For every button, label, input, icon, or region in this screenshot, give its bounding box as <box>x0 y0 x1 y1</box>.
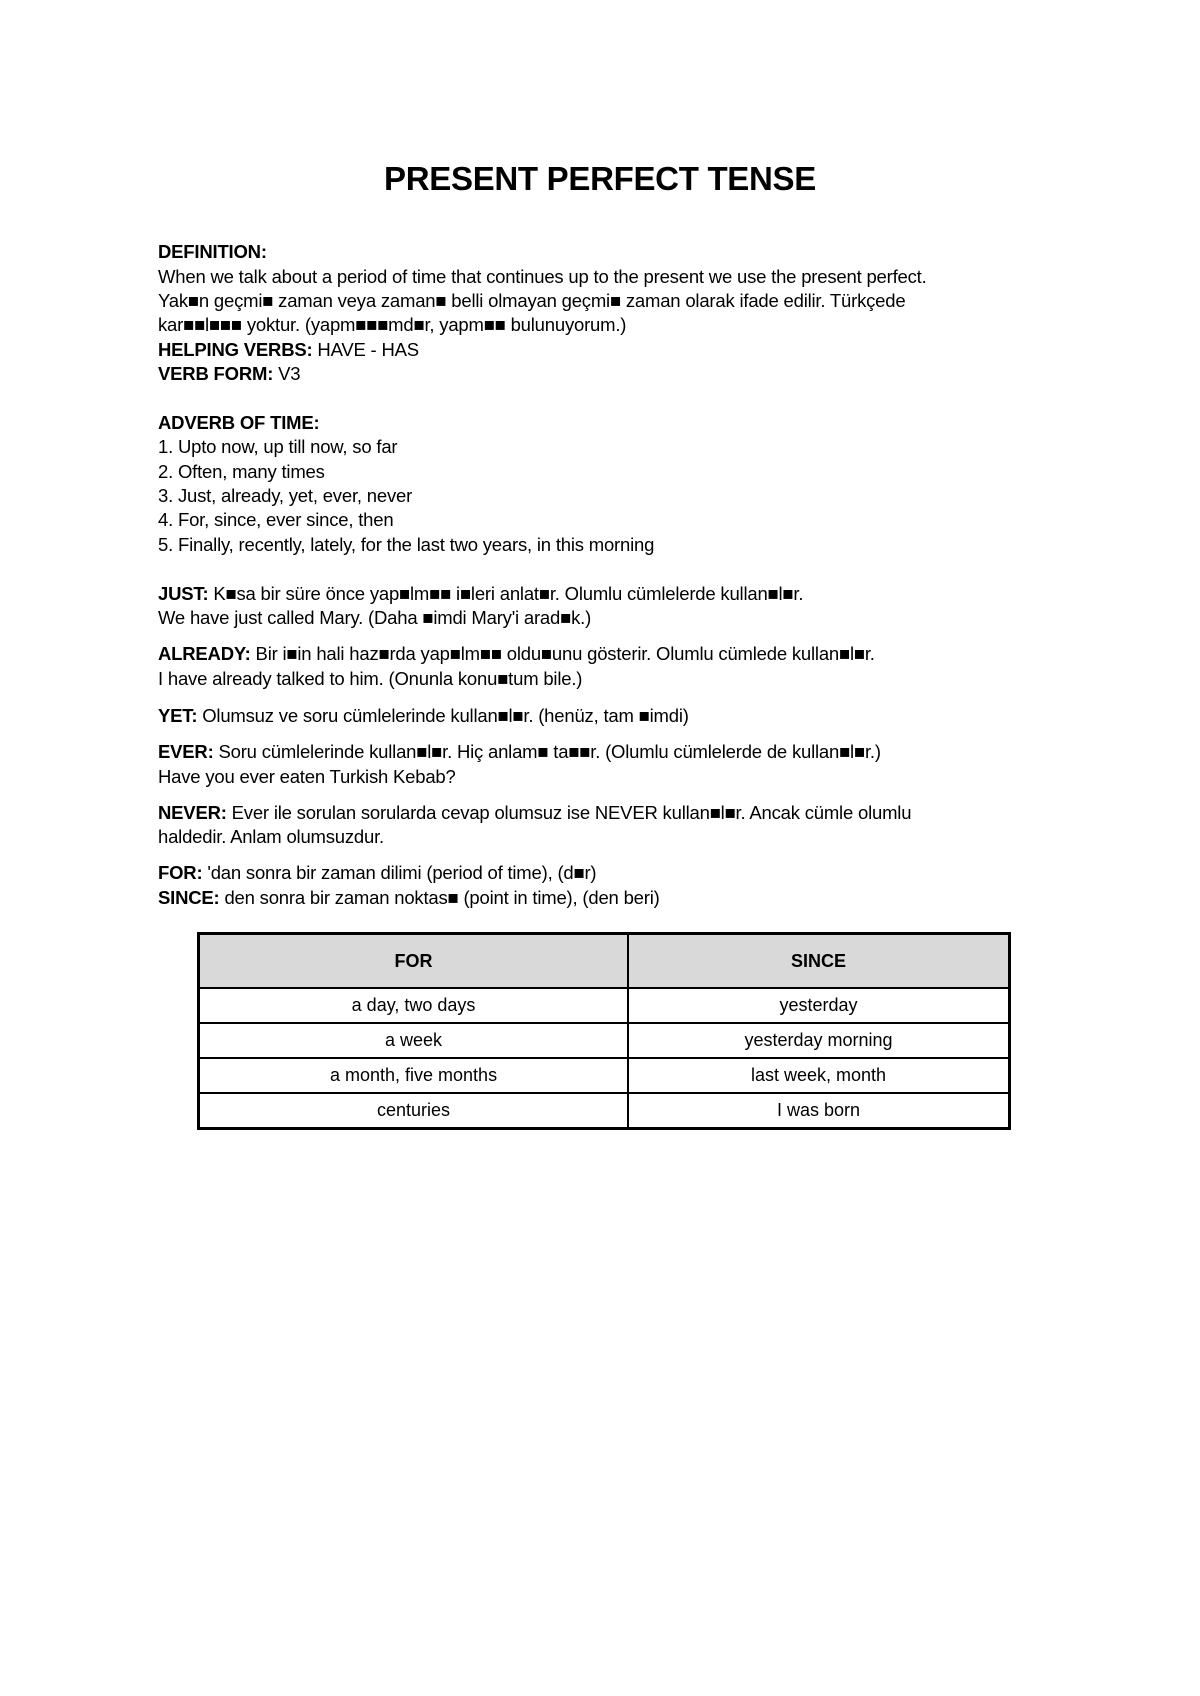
already-example: I have already talked to him. (Onunla konu■tum bile.) <box>158 668 583 689</box>
for-since-table <box>197 932 1011 1130</box>
table-cell: yesterday morning <box>628 1023 1009 1058</box>
table-cell: centuries <box>199 1093 629 1129</box>
definition-line: When we talk about a period of time that continues up to the present we use the present perfect. <box>158 266 927 287</box>
definition-line: kar■■l■■■ yoktur. (yapm■■■md■r, yapm■■ bulunuyorum.) <box>158 314 627 335</box>
adverb-heading: ADVERB OF TIME: <box>158 412 320 433</box>
definition-heading: DEFINITION: <box>158 241 267 262</box>
yet-entry: YET: Olumsuz ve soru cümlelerinde kullan■l■r. (henüz, tam ■imdi) <box>158 705 689 726</box>
header-for: FOR <box>199 934 629 989</box>
table-row <box>199 1058 1010 1093</box>
table-cell: last week, month <box>628 1058 1009 1093</box>
already-entry: ALREADY: Bir i■in hali haz■rda yap■lm■■ oldu■unu gösterir. Olumlu cümlede kullan■l■r. <box>158 643 875 664</box>
never-entry: NEVER: Ever ile sorulan sorularda cevap olumsuz ise NEVER kullan■l■r. Ancak cümle olumlu <box>158 802 912 823</box>
just-example: We have just called Mary. (Daha ■imdi Mary'i arad■k.) <box>158 607 592 628</box>
since-entry: SINCE: den sonra bir zaman noktas■ (point in time), (den beri) <box>158 887 660 908</box>
table-cell: yesterday <box>628 988 1009 1023</box>
definition-line: Yak■n geçmi■ zaman veya zaman■ belli olmayan geçmi■ zaman olarak ifade edilir. Türkçede <box>158 290 906 311</box>
page-title: PRESENT PERFECT TENSE <box>384 160 816 197</box>
table-cell: I was born <box>628 1093 1009 1129</box>
just-entry: JUST: K■sa bir süre önce yap■lm■■ i■leri anlat■r. Olumlu cümlelerde kullan■l■r. <box>158 583 804 604</box>
table-row <box>199 1023 1010 1058</box>
for-entry: FOR: 'dan sonra bir zaman dilimi (period of time), (d■r) <box>158 862 597 883</box>
table-cell: a month, five months <box>199 1058 629 1093</box>
table-cell: a day, two days <box>199 988 629 1023</box>
adverb-item: 2. Often, many times <box>158 461 325 482</box>
adverb-item: 1. Upto now, up till now, so far <box>158 436 398 457</box>
never-line2: haldedir. Anlam olumsuzdur. <box>158 826 384 847</box>
table-row <box>199 988 1010 1023</box>
table-header-row <box>199 934 1010 989</box>
adverb-item: 4. For, since, ever since, then <box>158 509 394 530</box>
verb-form: VERB FORM: V3 <box>158 363 301 384</box>
table-row <box>199 1093 1010 1129</box>
adverb-item: 5. Finally, recently, lately, for the last two years, in this morning <box>158 534 655 555</box>
ever-entry: EVER: Soru cümlelerinde kullan■l■r. Hiç anlam■ ta■■r. (Olumlu cümlelerde de kullan■l■r.) <box>158 741 881 762</box>
ever-example: Have you ever eaten Turkish Kebab? <box>158 766 456 787</box>
adverb-item: 3. Just, already, yet, ever, never <box>158 485 413 506</box>
helping-verbs: HELPING VERBS: HAVE - HAS <box>158 339 419 360</box>
table-cell: a week <box>199 1023 629 1058</box>
header-since: SINCE <box>628 934 1009 989</box>
